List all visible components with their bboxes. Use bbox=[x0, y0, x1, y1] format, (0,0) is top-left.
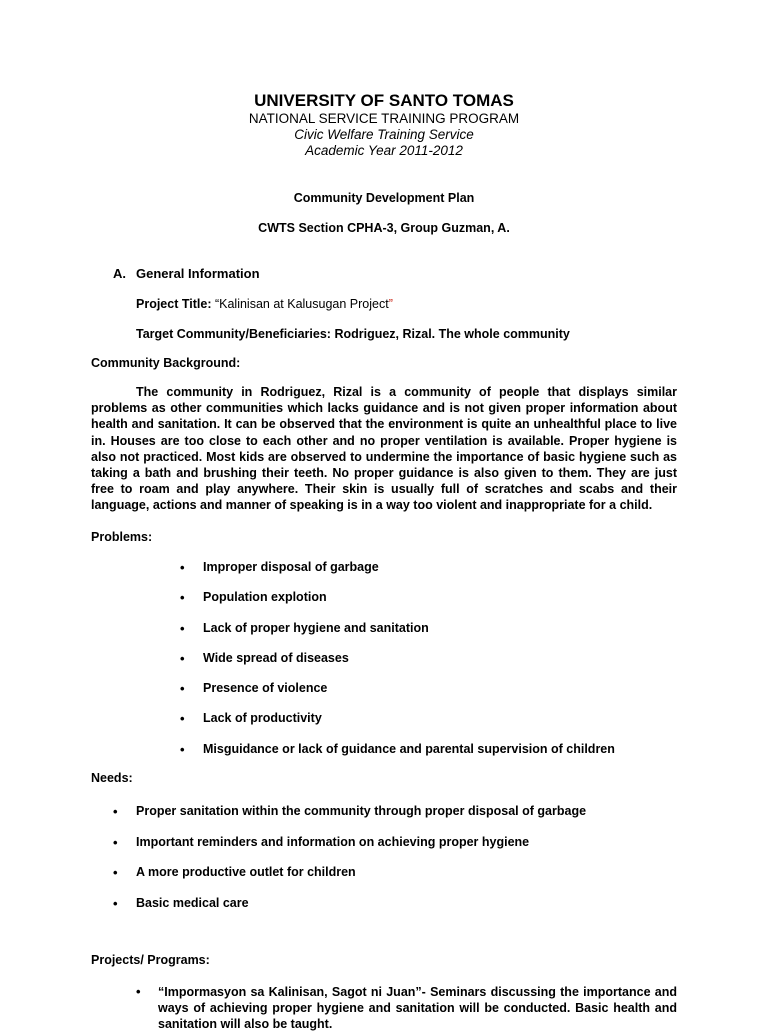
needs-heading: Needs: bbox=[91, 771, 133, 785]
projects-heading: Projects/ Programs: bbox=[91, 953, 210, 967]
document-title: Community Development Plan bbox=[293, 191, 475, 205]
community-background-paragraph: The community in Rodriguez, Rizal is a community of people that displays similar problems as other communities which lacks guidance and is not given proper information about health and sanitation. It can be observed that the environment is quite an unhealthful place to live in. Houses are too close to each other and no proper ventilation is available. Proper hygiene is also not practiced. Most kids are observed to undermine the importance of basic hygiene such as taking a bath and brushing their teeth. No proper guidance is also given to them. They are just free to roam and play anywhere. Their skin is usually full of scratches and scabs and their language, actions and manner of speaking is in a way too violent and inappropriate for a child. bbox=[91, 385, 677, 513]
service-name: Civic Welfare Training Service bbox=[294, 127, 474, 142]
project-title-label: Project Title: bbox=[136, 297, 212, 311]
need-item bbox=[113, 865, 703, 896]
bullet-icon: • bbox=[113, 895, 118, 911]
bullet-icon: • bbox=[113, 865, 118, 880]
target-line bbox=[136, 327, 570, 341]
problem-item bbox=[180, 681, 700, 711]
section-a-title: General Information bbox=[136, 266, 260, 281]
target-label: Target Community/Beneficiaries: bbox=[136, 327, 331, 341]
problem-item bbox=[180, 590, 700, 620]
needs-list bbox=[113, 804, 703, 926]
problem-item-text: Presence of violence bbox=[203, 681, 328, 696]
bullet-icon: • bbox=[180, 741, 185, 757]
need-item bbox=[113, 835, 703, 866]
problem-item bbox=[180, 560, 700, 590]
need-item-text: Important reminders and information on achieving proper hygiene bbox=[136, 834, 530, 849]
bullet-icon: • bbox=[180, 681, 185, 697]
bullet-icon: • bbox=[180, 560, 185, 575]
bullet-icon: • bbox=[180, 650, 185, 666]
problem-item-text: Wide spread of diseases bbox=[203, 650, 349, 665]
program-name: NATIONAL SERVICE TRAINING PROGRAM bbox=[248, 111, 520, 126]
bullet-icon: • bbox=[180, 590, 185, 606]
community-background-heading: Community Background: bbox=[91, 356, 241, 370]
problem-item-text: Lack of proper hygiene and sanitation bbox=[203, 620, 429, 635]
need-item bbox=[113, 896, 703, 927]
need-item-text: Basic medical care bbox=[136, 895, 249, 910]
problem-item bbox=[180, 711, 700, 741]
bullet-icon: • bbox=[180, 711, 185, 727]
project-title-value: “Kalinisan at Kalusugan Project bbox=[214, 297, 389, 311]
problem-item-text: Improper disposal of garbage bbox=[203, 560, 379, 574]
problem-item-text: Misguidance or lack of guidance and parental supervision of children bbox=[203, 741, 615, 756]
problem-item bbox=[180, 742, 700, 772]
project-item: “Impormasyon sa Kalinisan, Sagot ni Juan”- Seminars discussing the importance and ways of achieving proper hygiene and sanitation will be conducted. Basic health and sanitation will also be taught. bbox=[158, 985, 677, 1032]
problem-item-text: Population explotion bbox=[203, 590, 327, 605]
bullet-icon: • bbox=[113, 834, 118, 850]
section-group: CWTS Section CPHA-3, Group Guzman, A. bbox=[258, 221, 510, 235]
problems-heading: Problems: bbox=[91, 530, 153, 544]
problem-item bbox=[180, 651, 700, 681]
problems-list bbox=[180, 560, 700, 772]
bullet-icon: • bbox=[113, 804, 118, 819]
target-value: Rodriguez, Rizal. The whole community bbox=[334, 327, 570, 341]
need-item bbox=[113, 804, 703, 835]
section-a-heading bbox=[113, 266, 260, 281]
project-bullet: • bbox=[136, 984, 141, 999]
problem-item-text: Lack of productivity bbox=[203, 711, 322, 726]
university-name: UNIVERSITY OF SANTO TOMAS bbox=[254, 91, 514, 110]
need-item-text: Proper sanitation within the community through proper disposal of garbage bbox=[136, 804, 587, 818]
section-a-number: A. bbox=[113, 266, 126, 281]
academic-year: Academic Year 2011-2012 bbox=[305, 143, 463, 158]
need-item-text: A more productive outlet for children bbox=[136, 865, 356, 879]
project-title-line bbox=[136, 297, 393, 311]
problem-item bbox=[180, 621, 700, 651]
project-title-close-quote: ” bbox=[388, 297, 393, 311]
bullet-icon: • bbox=[180, 620, 185, 636]
